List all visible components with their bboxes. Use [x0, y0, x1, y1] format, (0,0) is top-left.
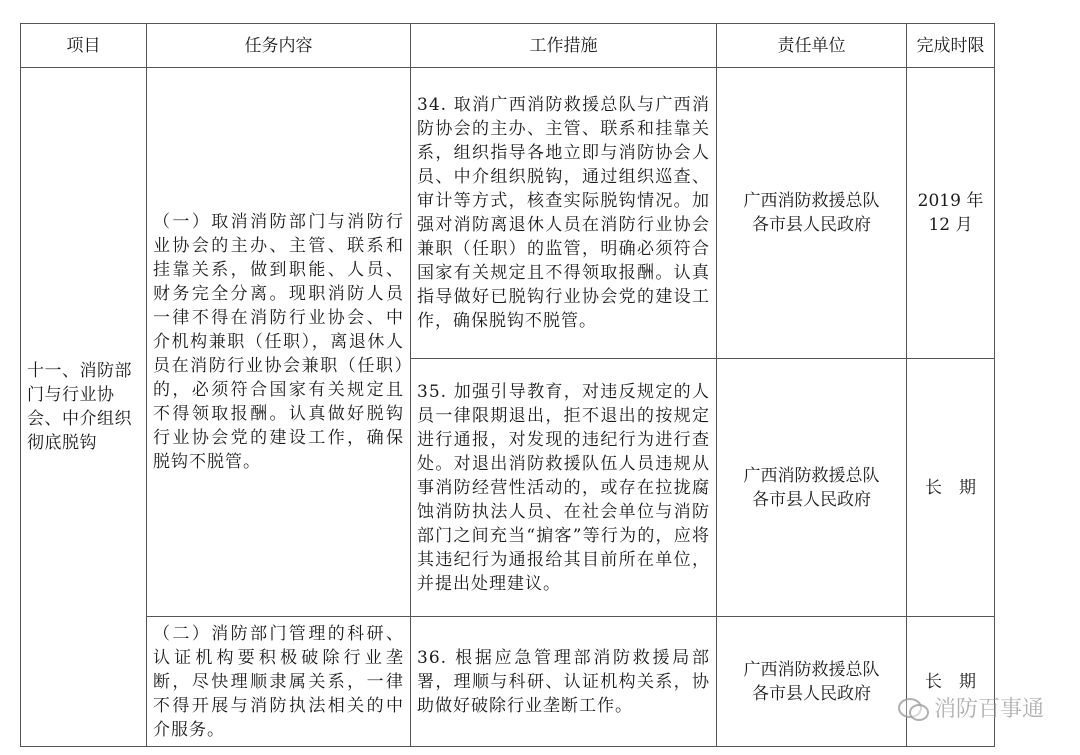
measure-cell-34: 34. 取消广西消防救援总队与广西消防协会的主办、主管、联系和挂靠关系，组织指导各地立即与消防协会人员、中介组织脱钩，通过组织巡查、审计等方式，核查实际脱钩情况。加强对消防离退休人员在消防行业协会兼职（任职）的监管，明确必须符合国家有关规定且不得领取报酬。认真指导做好已脱钩行业协会党的建设工作，确保脱钩不脱管。: [411, 68, 717, 359]
unit-line: 广西消防救援总队: [743, 659, 880, 680]
task-cell-2: （二）消防部门管理的科研、认证机构要积极破除行业垄断，尽快理顺隶属关系，一律不得开展与消防执法相关的中介服务。: [147, 617, 411, 747]
deadline-line: 长 期: [925, 671, 976, 692]
header-task: 任务内容: [147, 24, 411, 68]
deadline-cell: [907, 68, 995, 359]
table-row: [21, 617, 995, 747]
header-item: 项目: [21, 24, 147, 68]
measure-cell-35: 35. 加强引导教育，对违反规定的人员一律限期退出，拒不退出的按规定进行通报，对发现的违纪行为进行查处。对退出消防救援队伍人员违规从事消防经营性活动的，或存在拉拢腐蚀消防执法人员、在社会单位与消防部门之间充当“掮客”等行为的，应将其违纪行为通报给其目前所在单位，并提出处理建议。: [411, 359, 717, 617]
unit-cell: [717, 617, 907, 747]
header-unit: 责任单位: [717, 24, 907, 68]
task-cell-1: （一）取消消防部门与消防行业协会的主办、主管、联系和挂靠关系，做到职能、人员、财务完全分离。现职消防人员一律不得在消防行业协会、中介机构兼职（任职），离退休人员在消防行业协会兼职（任职）的，必须符合国家有关规定且不得领取报酬。认真做好脱钩行业协会党的建设工作，确保脱钩不脱管。: [147, 68, 411, 617]
unit-cell: [717, 68, 907, 359]
watermark-text: 消防百事通: [933, 697, 1044, 722]
wechat-icon: [898, 696, 928, 720]
deadline-cell: [907, 359, 995, 617]
task-table: [20, 23, 995, 747]
unit-line: 广西消防救援总队: [743, 465, 880, 486]
header-deadline: 完成时限: [907, 24, 995, 68]
deadline-line: 12 月: [928, 215, 973, 235]
deadline-cell: [907, 617, 995, 747]
unit-line: 各市县人民政府: [752, 489, 871, 510]
unit-line: 各市县人民政府: [752, 215, 871, 235]
header-measure: 工作措施: [411, 24, 717, 68]
item-cell: 十一、消防部门与行业协会、中介组织彻底脱钩: [21, 68, 147, 747]
deadline-line: 长 期: [925, 477, 976, 498]
table-header-row: [21, 24, 995, 68]
unit-line: 各市县人民政府: [752, 683, 871, 704]
measure-cell-36: 36. 根据应急管理部消防救援局部署，理顺与科研、认证机构关系，协助做好破除行业垄断工作。: [411, 617, 717, 747]
watermark: [898, 692, 1044, 723]
unit-cell: [717, 359, 907, 617]
unit-line: 广西消防救援总队: [743, 191, 880, 211]
table-row: [21, 68, 995, 359]
deadline-line: 2019 年: [917, 191, 984, 211]
